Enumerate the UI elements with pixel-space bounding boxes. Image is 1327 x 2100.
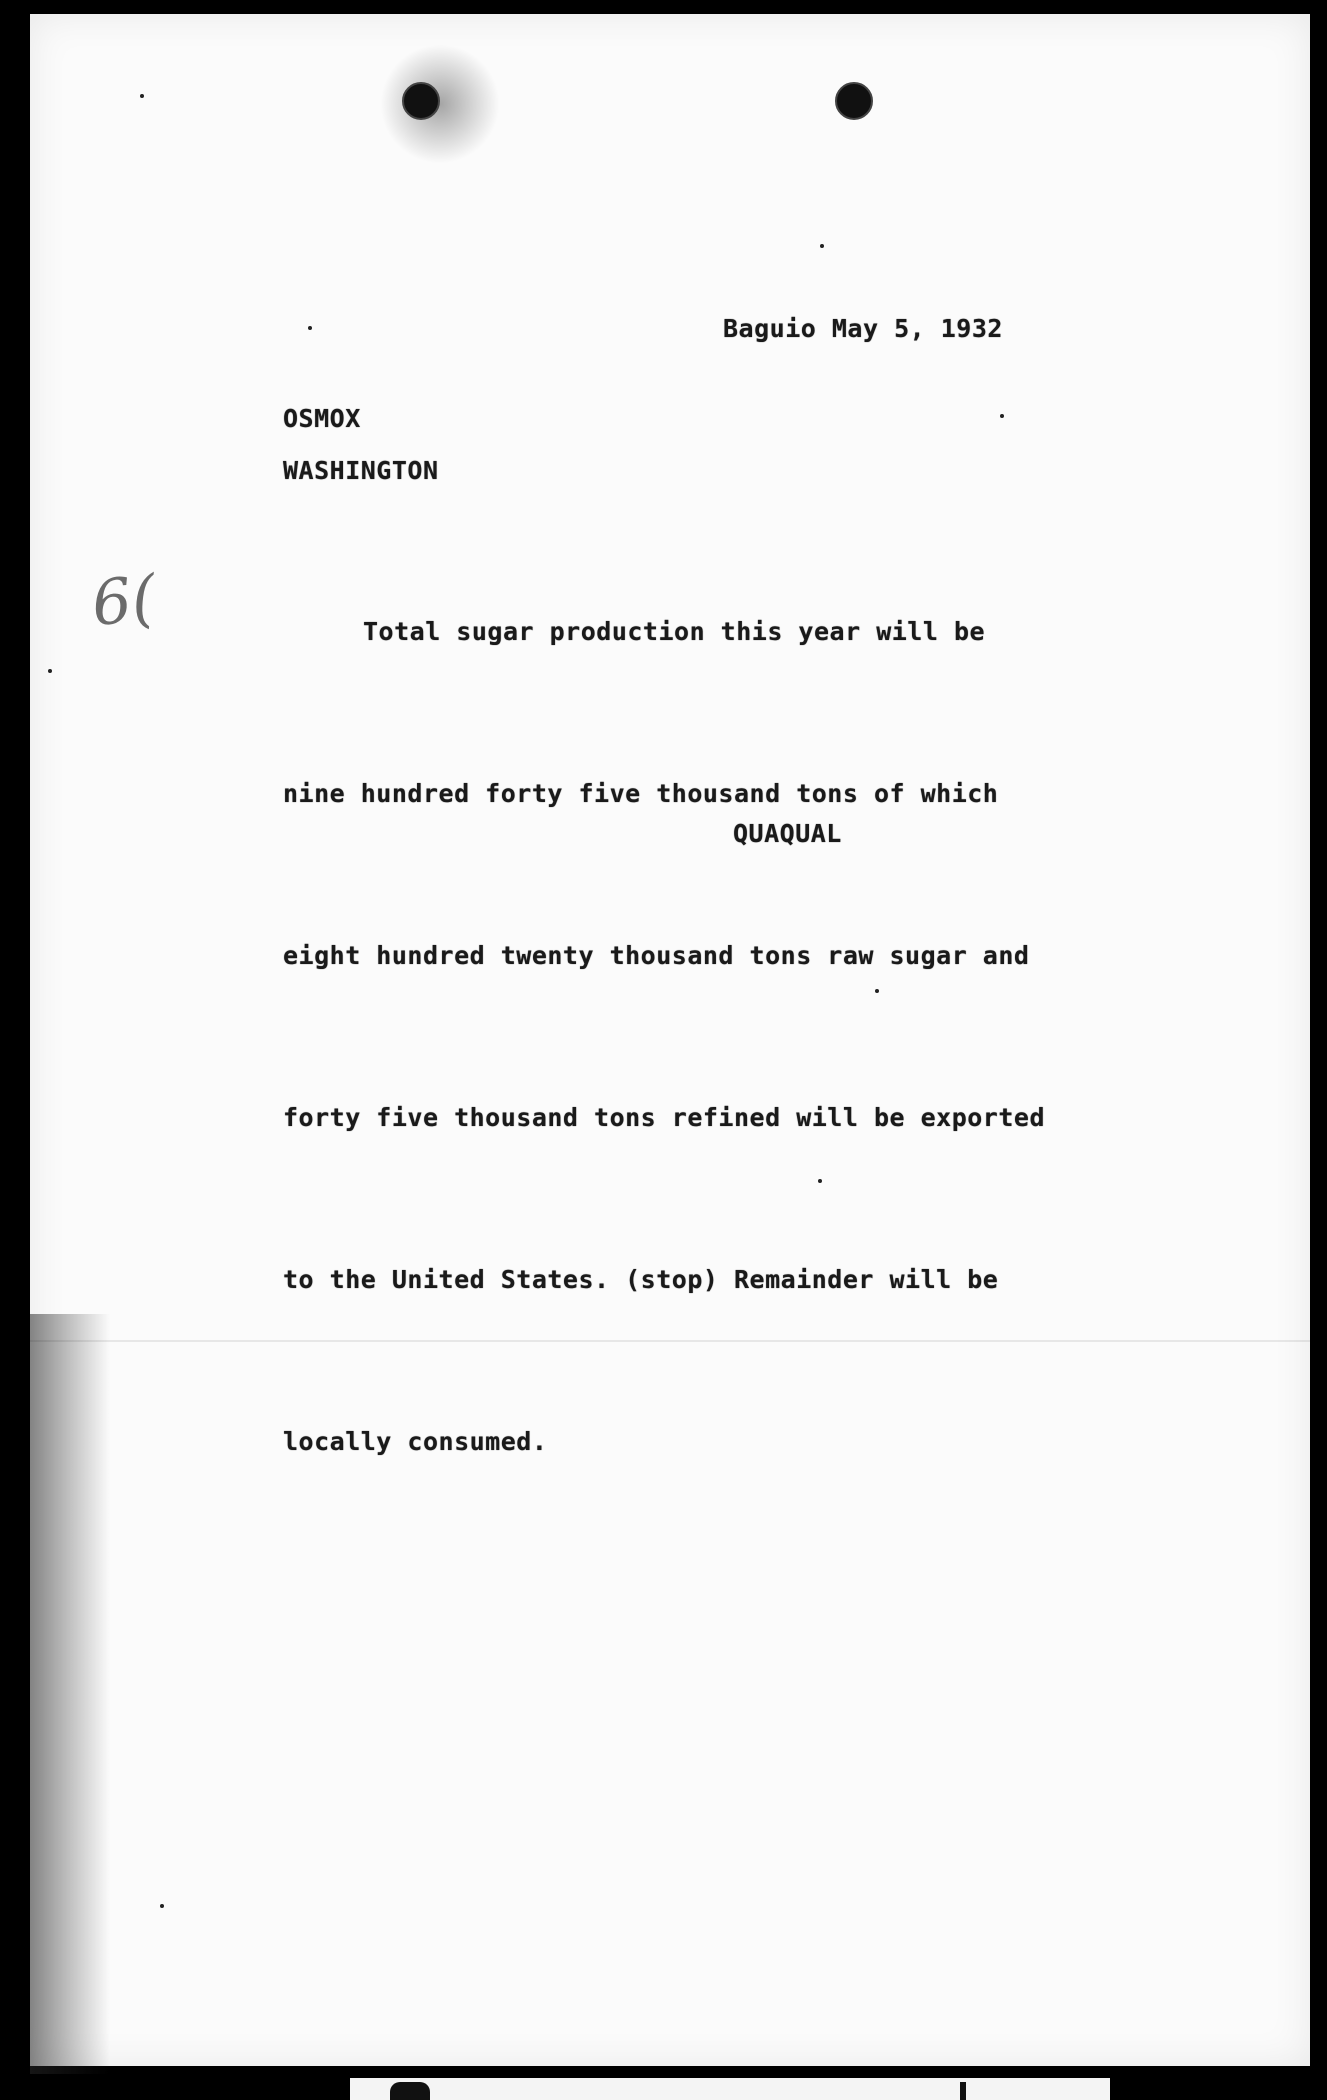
message-body [283,497,1045,1577]
body-line: nine hundred forty five thousand tons of which [283,779,999,808]
body-line: eight hundred twenty thousand tons raw sugar and [283,941,1030,970]
speck [820,244,824,248]
speck [160,1904,164,1908]
signature: QUAQUAL [733,819,842,848]
body-line: locally consumed. [283,1427,548,1456]
speck [48,669,52,673]
addressee-city: WASHINGTON [283,456,439,485]
punch-smudge [380,44,500,164]
film-strip-label [350,2078,1110,2100]
document-page [30,14,1310,2066]
speck [818,1179,822,1183]
speck [308,326,312,330]
body-line: to the United States. (stop) Remainder will be [283,1265,999,1294]
film-mark [960,2082,966,2100]
scan-edge-shadow [30,1314,110,2074]
addressee: OSMOX [283,404,361,433]
handwritten-margin-note: 6( [88,560,160,641]
body-line: forty five thousand tons refined will be exported [283,1103,1046,1132]
punch-hole-right [835,82,873,120]
date-line: Baguio May 5, 1932 [723,314,1003,343]
film-mark [390,2082,430,2100]
speck [875,989,879,993]
punch-hole-left [402,82,440,120]
body-line: Total sugar production this year will be [363,617,986,646]
speck [140,94,144,98]
speck [1000,414,1004,418]
